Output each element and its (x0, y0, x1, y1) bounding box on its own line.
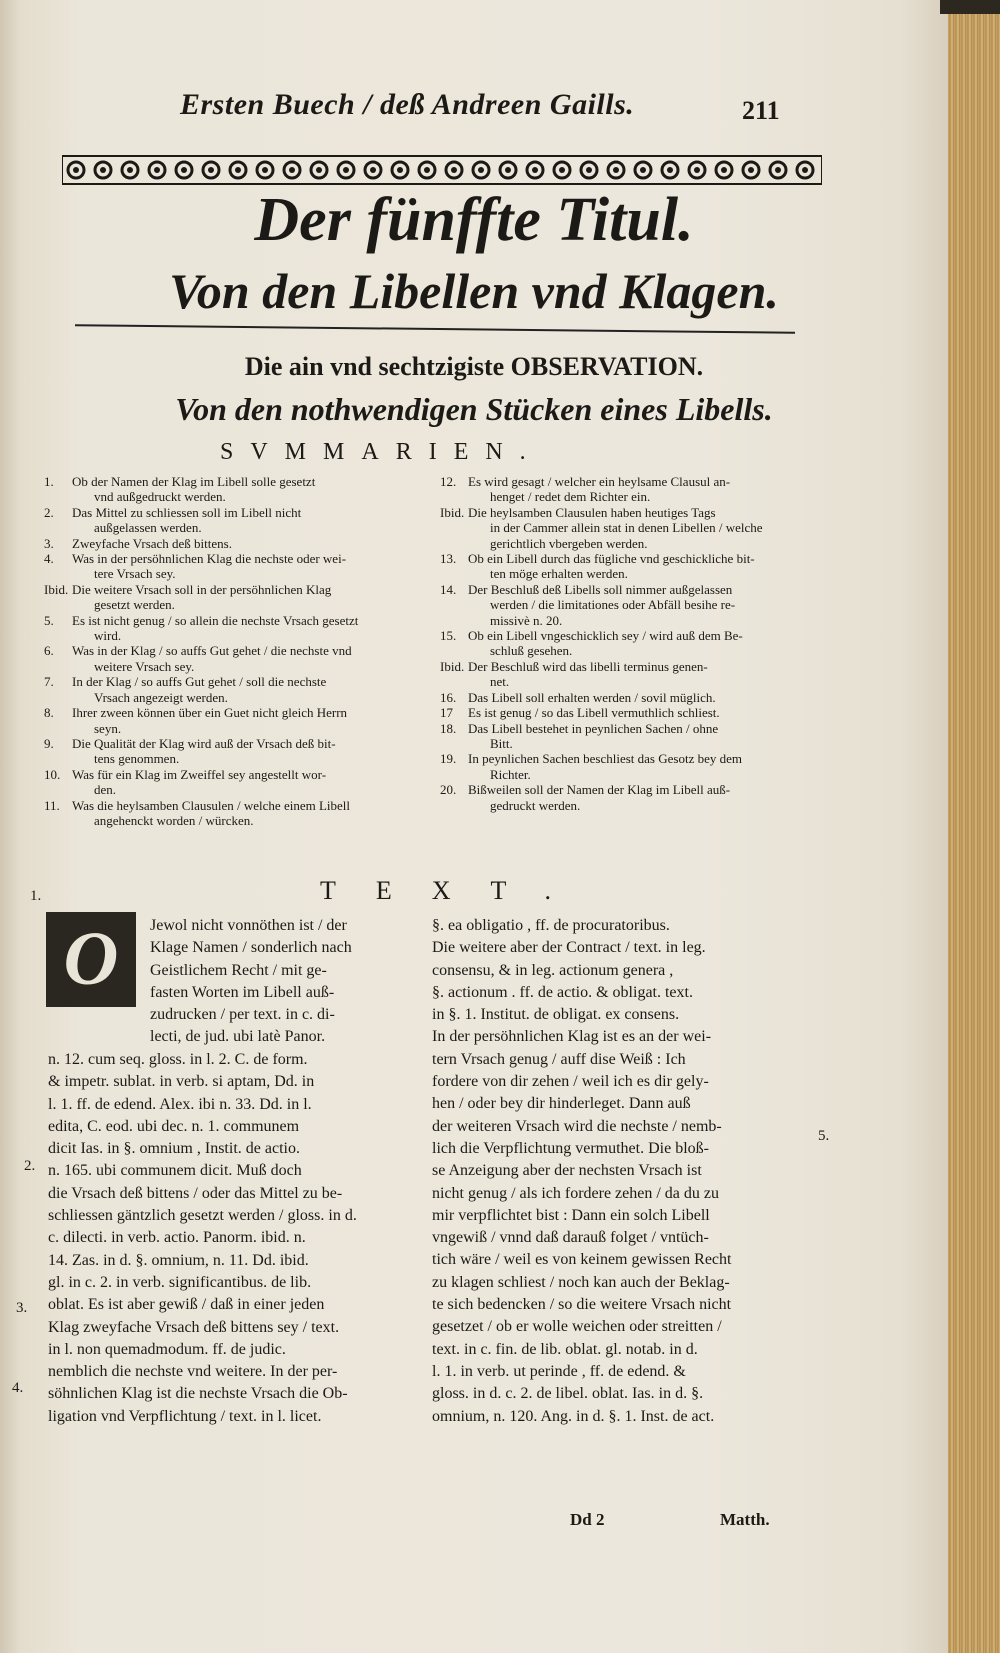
margin-note: 4. (12, 1380, 24, 1396)
text-label: TEXT. (320, 876, 591, 905)
summary-number: 12. (440, 474, 457, 489)
summary-line: Bitt. (490, 735, 513, 751)
text-line: mir verpflichtet bist : Dann ein solch Libell (432, 1206, 710, 1224)
summary-lines (468, 505, 820, 551)
summary-lines (72, 674, 424, 705)
summary-item (440, 751, 820, 782)
text-line: Jewol nicht vonnöthen ist / der (150, 917, 347, 934)
text-line: lecti, de jud. ubi latè Panor. (150, 1028, 326, 1046)
body-right-column (432, 915, 802, 1428)
summary-line: Es ist nicht genug / so allein die nechste Vrsach gesetzt (72, 612, 359, 628)
summaries-right (440, 474, 820, 813)
text-line: fasten Worten im Libell auß- (150, 983, 335, 1001)
text-line: dicit Ias. in §. omnium , Instit. de actio. (48, 1140, 300, 1158)
summary-line: Richter. (490, 766, 531, 782)
summary-lines (468, 705, 820, 720)
summary-number: Ibid. (44, 581, 69, 597)
text-line: gloss. in d. c. 2. de libel. oblat. Ias. in d. §. (432, 1385, 704, 1403)
summary-lines (468, 628, 820, 659)
summary-line: werden / die limitationes oder Abfäll besihe re- (490, 597, 736, 613)
summary-item (440, 782, 820, 813)
summary-line: Was die heylsamben Clausulen / welche einem Libell (72, 797, 351, 813)
summary-lines (72, 705, 424, 736)
summary-number: 3. (44, 535, 54, 551)
text-line: zudrucken / per text. in c. di- (150, 1006, 335, 1024)
text-line: Klag zweyfache Vrsach deß bittens sey / text. (48, 1318, 340, 1336)
summary-number: 13. (440, 551, 457, 567)
text-line: n. 12. cum seq. gloss. in l. 2. C. de form. (48, 1051, 308, 1068)
summaries-left (44, 474, 424, 828)
summary-line: Das Libell bestehet in peynlichen Sachen / ohne (468, 720, 719, 736)
summary-line: wird. (94, 628, 122, 644)
summary-line: In der Klag / so auffs Gut gehet / soll die nechste (72, 674, 327, 690)
summary-line: angehenckt worden / würcken. (94, 812, 254, 828)
summary-lines (468, 551, 820, 582)
summary-item (44, 798, 424, 829)
text-line: zu klagen schliest / noch kan auch der Beklag- (432, 1273, 730, 1291)
summary-line: Bißweilen soll der Namen der Klag im Libell auß- (468, 782, 731, 798)
summary-line: vnd außgedruckt werden. (94, 489, 226, 505)
text-line: vngewiß / vnnd daß darauß folget / vntüch- (432, 1229, 709, 1247)
ornament-dot (586, 167, 592, 173)
text-line: Klage Namen / sonderlich nach (150, 939, 352, 957)
summary-item (440, 505, 820, 551)
text-line: gesetzet / ob er wolle weichen oder streitten / (432, 1318, 722, 1336)
margin-note: 5. (818, 1128, 830, 1144)
summary-lines (468, 659, 820, 690)
summary-line: Es ist genug / so das Libell vermuthlich schliest. (468, 705, 720, 721)
ornament-dot (289, 167, 295, 173)
summary-item (44, 767, 424, 798)
summary-line: Die Qualität der Klag wird auß der Vrsach deß bit- (72, 735, 336, 751)
text-line: l. 1. in verb. ut perinde , ff. de edend. & (432, 1362, 686, 1380)
text-line: se Anzeigung aber der nechsten Vrsach ist (432, 1162, 702, 1180)
summary-line: Vrsach angezeigt werden. (94, 689, 228, 705)
summary-lines (468, 721, 820, 752)
text-line: §. actionum . ff. de actio. & obligat. text. (432, 983, 693, 1001)
summary-line: Das Mittel zu schliessen soll im Libell nicht (72, 504, 302, 520)
text-line: der weiteren Vrsach wird die nechste / nemb- (432, 1117, 722, 1135)
summary-line: tere Vrsach sey. (94, 566, 176, 582)
summary-item (440, 551, 820, 582)
summary-line: Was in der persöhnlichen Klag die nechste oder wei- (72, 551, 347, 567)
summary-lines (468, 782, 820, 813)
text-line: schliessen gäntzlich gesetzt werden / gloss. in d. (48, 1207, 357, 1225)
summary-lines (72, 551, 424, 582)
summary-line: Ob ein Libell durch das fügliche vnd geschickliche bit- (468, 551, 755, 567)
ornament-dot (640, 167, 646, 173)
summary-number: 10. (44, 766, 61, 782)
summary-item (440, 582, 820, 628)
summary-item (440, 628, 820, 659)
ornament-dot (559, 167, 565, 173)
summary-lines (468, 751, 820, 782)
text-line: fordere von dir zehen / weil ich es dir gely- (432, 1073, 709, 1091)
text-line: die Vrsach deß bittens / oder das Mittel zu be- (48, 1184, 343, 1202)
summary-item (440, 474, 820, 505)
summary-item (44, 474, 424, 505)
summary-line: seyn. (94, 720, 122, 736)
summary-line: Ob der Namen der Klag im Libell solle gesetzt (72, 474, 316, 489)
summary-number: 17 (440, 705, 453, 721)
summary-number: Ibid. (440, 504, 465, 520)
summary-line: schluß gesehen. (490, 643, 573, 659)
summary-line: Der Beschluß wird das libelli terminus genen- (468, 658, 708, 674)
summary-item (44, 674, 424, 705)
summary-number: 6. (44, 643, 54, 659)
summary-line: Ihrer zween können über ein Guet nicht gleich Herrn (72, 705, 348, 721)
summary-number: 9. (44, 735, 54, 751)
summary-number: 15. (440, 628, 457, 644)
summary-line: Was in der Klag / so auffs Gut gehet / die nechste vnd (72, 643, 352, 659)
summary-line: missivè n. 20. (490, 612, 563, 628)
ornament-dot (451, 167, 457, 173)
summary-line: außgelassen werden. (94, 520, 202, 536)
summary-line: gedruckt werden. (490, 797, 581, 813)
body-left-column (48, 1049, 418, 1428)
ornament-dot (748, 167, 754, 173)
ornament-dot (802, 167, 808, 173)
ornament-dot (73, 167, 79, 173)
ornament-dot (478, 167, 484, 173)
summary-line: Die weitere Vrsach soll in der persöhnlichen Klag (72, 581, 332, 597)
summary-item (44, 736, 424, 767)
body-left-indented (150, 915, 420, 1049)
summary-number: 5. (44, 612, 54, 628)
text-line: consensu, & in leg. actionum genera , (432, 961, 674, 979)
page-edges (948, 10, 1000, 1653)
ornament-dot (235, 167, 241, 173)
summary-item (44, 613, 424, 644)
ornament-dot (721, 167, 727, 173)
text-line: lich die Verpflichtung vermuthet. Die bloß- (432, 1139, 709, 1157)
catchword: Matth. (720, 1510, 770, 1529)
summary-lines (72, 582, 424, 613)
margin-note: 2. (24, 1158, 36, 1174)
ornament-dot (505, 167, 511, 173)
text-line: tich wäre / weil es von keinem gewissen Recht (432, 1251, 732, 1269)
summary-line: net. (490, 674, 510, 690)
summary-line: ten möge erhalten werden. (490, 566, 628, 582)
ornament-dot (613, 167, 619, 173)
running-title: Ersten Buech / deß Andreen Gaills. (180, 88, 635, 121)
summary-line: Ob ein Libell vngeschicklich sey / wird auß dem Be- (468, 628, 743, 644)
summary-item (44, 705, 424, 736)
summary-number: 7. (44, 674, 54, 690)
ornament-dot (370, 167, 376, 173)
summary-item (44, 551, 424, 582)
decorated-initial: O (46, 912, 136, 1007)
text-line: in l. non quemadmodum. ff. de judic. (48, 1340, 286, 1358)
summary-line: Was für ein Klag im Zweiffel sey angestellt wor- (72, 766, 327, 782)
summary-line: tens genommen. (94, 751, 180, 767)
summary-line: gerichtlich vbergeben werden. (490, 535, 648, 551)
text-line: oblat. Es ist aber gewiß / daß in einer jeden (48, 1296, 325, 1314)
text-line: tern Vrsach genug / auff dise Weiß : Ich (432, 1050, 686, 1068)
summary-line: in der Cammer allein stat in denen Libellen / welche (490, 520, 763, 536)
text-line: söhnlichen Klag ist die nechste Vrsach die Ob- (48, 1385, 348, 1403)
summary-number: 16. (440, 689, 457, 705)
summary-item (440, 721, 820, 752)
summary-item (44, 505, 424, 536)
ornament-dot (343, 167, 349, 173)
summary-line: Zweyfache Vrsach deß bittens. (72, 535, 232, 551)
margin-note: 3. (16, 1300, 28, 1316)
summary-item (44, 536, 424, 551)
summary-line: In peynlichen Sachen beschliest das Gesotz bey dem (468, 751, 742, 767)
text-line: Geistlichem Recht / mit ge- (150, 961, 327, 979)
text-line: c. dilecti. in verb. actio. Panorm. ibid. n. (48, 1229, 306, 1247)
summary-line: Es wird gesagt / welcher ein heylsame Clausul an- (468, 474, 731, 489)
text-line: in §. 1. Institut. de obligat. ex consens. (432, 1006, 680, 1024)
summary-number: 20. (440, 782, 457, 798)
summary-lines (72, 613, 424, 644)
text-line: nemblich die nechste vnd weitere. In der per- (48, 1363, 338, 1381)
ornament-dot (208, 167, 214, 173)
summary-number: 14. (440, 581, 457, 597)
ornament-dot (154, 167, 160, 173)
summary-number: 2. (44, 504, 54, 520)
summary-number: 18. (440, 720, 457, 736)
summary-line: gesetzt werden. (94, 597, 175, 613)
ornament-dot (424, 167, 430, 173)
margin-note: 1. (30, 888, 42, 904)
summary-lines (72, 536, 424, 551)
text-line: Die weitere aber der Contract / text. in leg. (432, 939, 706, 957)
ornament-dot (100, 167, 106, 173)
text-line: In der persöhnlichen Klag ist es an der wei- (432, 1028, 712, 1046)
summary-item (440, 659, 820, 690)
summary-item (44, 582, 424, 613)
summary-number: 1. (44, 474, 54, 489)
ornament-dot (127, 167, 133, 173)
section-heading: Von den nothwendigen Stücken eines Libells. (175, 391, 773, 427)
ornament-dot (694, 167, 700, 173)
ornament-dot (181, 167, 187, 173)
ornament-dot (532, 167, 538, 173)
summary-line: Der Beschluß deß Libells soll nimmer außgelassen (468, 581, 733, 597)
text-line: 14. Zas. in d. §. omnium, n. 11. Dd. ibid. (48, 1251, 309, 1269)
summarien-label: SVMMARIEN. (220, 439, 543, 465)
text-line: nicht genug / als ich fordere zehen / da du zu (432, 1184, 719, 1202)
text-line: omnium, n. 120. Ang. in d. §. 1. Inst. de act. (432, 1407, 715, 1425)
text-line: hen / oder bey dir hinderleget. Dann auß (432, 1095, 691, 1113)
summary-lines (468, 690, 820, 705)
text-line: edita, C. eod. ubi dec. n. 1. communem (48, 1117, 300, 1135)
summary-line: Das Libell soll erhalten werden / sovil müglich. (468, 689, 716, 705)
text-line: & impetr. sublat. in verb. si aptam, Dd. in (48, 1073, 315, 1091)
summary-lines (72, 798, 424, 829)
text-line: gl. in c. 2. in verb. significantibus. de lib. (48, 1273, 312, 1291)
background-corner (940, 0, 1000, 14)
summary-line: den. (94, 782, 117, 798)
summary-line: Die heylsamben Clausulen haben heutiges Tags (468, 504, 716, 520)
summary-number: Ibid. (440, 658, 465, 674)
summary-item (440, 705, 820, 720)
text-line: te sich bedencken / so die weitere Vrsach nicht (432, 1296, 732, 1314)
summary-item (440, 690, 820, 705)
summary-lines (72, 736, 424, 767)
summary-lines (468, 474, 820, 505)
summary-lines (72, 643, 424, 674)
ornament-dot (262, 167, 268, 173)
observation-heading: Die ain vnd sechtzigiste OBSERVATION. (244, 352, 704, 381)
summary-lines (72, 767, 424, 798)
summary-number: 11. (44, 797, 60, 813)
summary-number: 4. (44, 551, 54, 567)
text-line: ligation vnd Verpflichtung / text. in l. licet. (48, 1407, 322, 1425)
summary-number: 19. (440, 751, 457, 767)
chapter-subtitle: Von den Libellen vnd Klagen. (169, 263, 779, 319)
summary-lines (72, 474, 424, 505)
summary-line: henget / redet dem Richter ein. (490, 489, 651, 505)
ornament-dot (397, 167, 403, 173)
ornament-border (62, 150, 822, 190)
text-line: §. ea obligatio , ff. de procuratoribus. (432, 917, 670, 934)
text-line: l. 1. ff. de edend. Alex. ibi n. 33. Dd. in l. (48, 1095, 312, 1113)
page-number: 211 (742, 96, 780, 125)
chapter-title: Der fünffte Titul. (254, 186, 694, 254)
summary-line: weitere Vrsach sey. (94, 658, 195, 674)
text-line: n. 165. ubi communem dicit. Muß doch (48, 1162, 302, 1180)
ornament-dot (775, 167, 781, 173)
text-line: text. in c. fin. de lib. oblat. gl. notab. in d. (432, 1340, 698, 1358)
ornament-dot (667, 167, 673, 173)
summary-lines (72, 505, 424, 536)
summary-item (44, 643, 424, 674)
summary-number: 8. (44, 705, 54, 721)
ornament-dot (316, 167, 322, 173)
signature-mark: Dd 2 (570, 1510, 605, 1529)
summary-lines (468, 582, 820, 628)
